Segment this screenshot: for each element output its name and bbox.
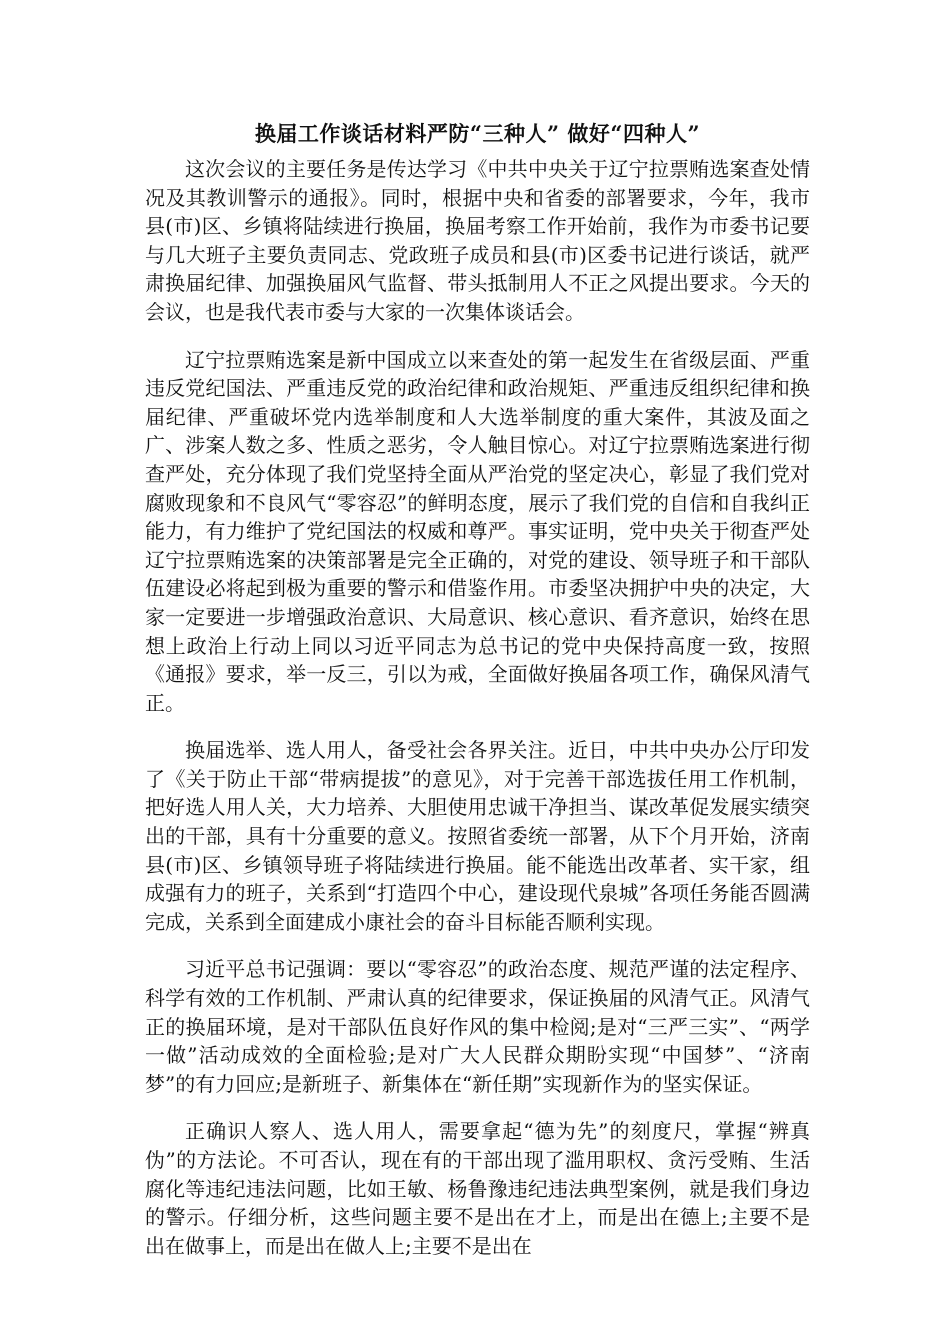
document-page bbox=[145, 118, 810, 1279]
paragraph-1: 这次会议的主要任务是传达学习《中共中央关于辽宁拉票贿选案查处情况及其教训警示的通报》。同时，根据中央和省委的部署要求，今年，我市县(市)区、乡镇将陆续进行换届，换届考察工作开始前，我作为市委书记要与几大班子主要负责同志、党政班子成员和县(市)区委书记进行谈话，就严肃换届纪律、加强换届风气监督、带头抵制用人不正之风提出要求。今天的会议，也是我代表市委与大家的一次集体谈话会。 bbox=[145, 157, 810, 324]
paragraph-2: 辽宁拉票贿选案是新中国成立以来查处的第一起发生在省级层面、严重违反党纪国法、严重违反党的政治纪律和政治规矩、严重违反组织纪律和换届纪律、严重破坏党内选举制度和人大选举制度的重大案件，其波及面之广、涉案人数之多、性质之恶劣，令人触目惊心。对辽宁拉票贿选案进行彻查严处，充分体现了我们党坚持全面从严治党的坚定决心，彰显了我们党对腐败现象和不良风气“零容忍”的鲜明态度，展示了我们党的自信和自我纠正能力，有力维护了党纪国法的权威和尊严。事实证明，党中央关于彻查严处辽宁拉票贿选案的决策部署是完全正确的，对党的建设、领导班子和干部队伍建设必将起到极为重要的警示和借鉴作用。市委坚决拥护中央的决定，大家一定要进一步增强政治意识、大局意识、核心意识、看齐意识，始终在思想上政治上行动上同以习近平同志为总书记的党中央保持高度一致，按照《通报》要求，举一反三，引以为戒，全面做好换届各项工作，确保风清气正。 bbox=[145, 347, 810, 715]
paragraph-5: 正确识人察人、选人用人，需要拿起“德为先”的刻度尺，掌握“辨真伪”的方法论。不可否认，现在有的干部出现了滥用职权、贪污受贿、生活腐化等违纪违法问题，比如王敏、杨鲁豫违纪违法典型案例，就是我们身边的警示。仔细分析，这些问题主要不是出在才上，而是出在德上;主要不是出在做事上，而是出在做人上;主要不是出在 bbox=[145, 1119, 810, 1258]
paragraph-3: 换届选举、选人用人，备受社会各界关注。近日，中共中央办公厅印发了《关于防止干部“带病提拔”的意见》，对于完善干部选拔任用工作机制，把好选人用人关，大力培养、大胆使用忠诚干净担当、谋改革促发展实绩突出的干部，具有十分重要的意义。按照省委统一部署，从下个月开始，济南县(市)区、乡镇领导班子将陆续进行换届。能不能选出改革者、实干家，组成强有力的班子，关系到“打造四个中心，建设现代泉城”各项任务能否圆满完成，关系到全面建成小康社会的奋斗目标能否顺利实现。 bbox=[145, 738, 810, 934]
document-title: 换届工作谈话材料严防“三种人” 做好“四种人” bbox=[254, 121, 701, 146]
paragraph-4: 习近平总书记强调：要以“零容忍”的政治态度、规范严谨的法定程序、科学有效的工作机制、严肃认真的纪律要求，保证换届的风清气正。风清气正的换届环境，是对干部队伍良好作风的集中检阅;是对“三严三实”、“两学一做”活动成效的全面检验;是对广大人民群众期盼实现“中国梦”、“济南梦”的有力回应;是新班子、新集体在“新任期”实现新作为的坚实保证。 bbox=[145, 957, 810, 1096]
